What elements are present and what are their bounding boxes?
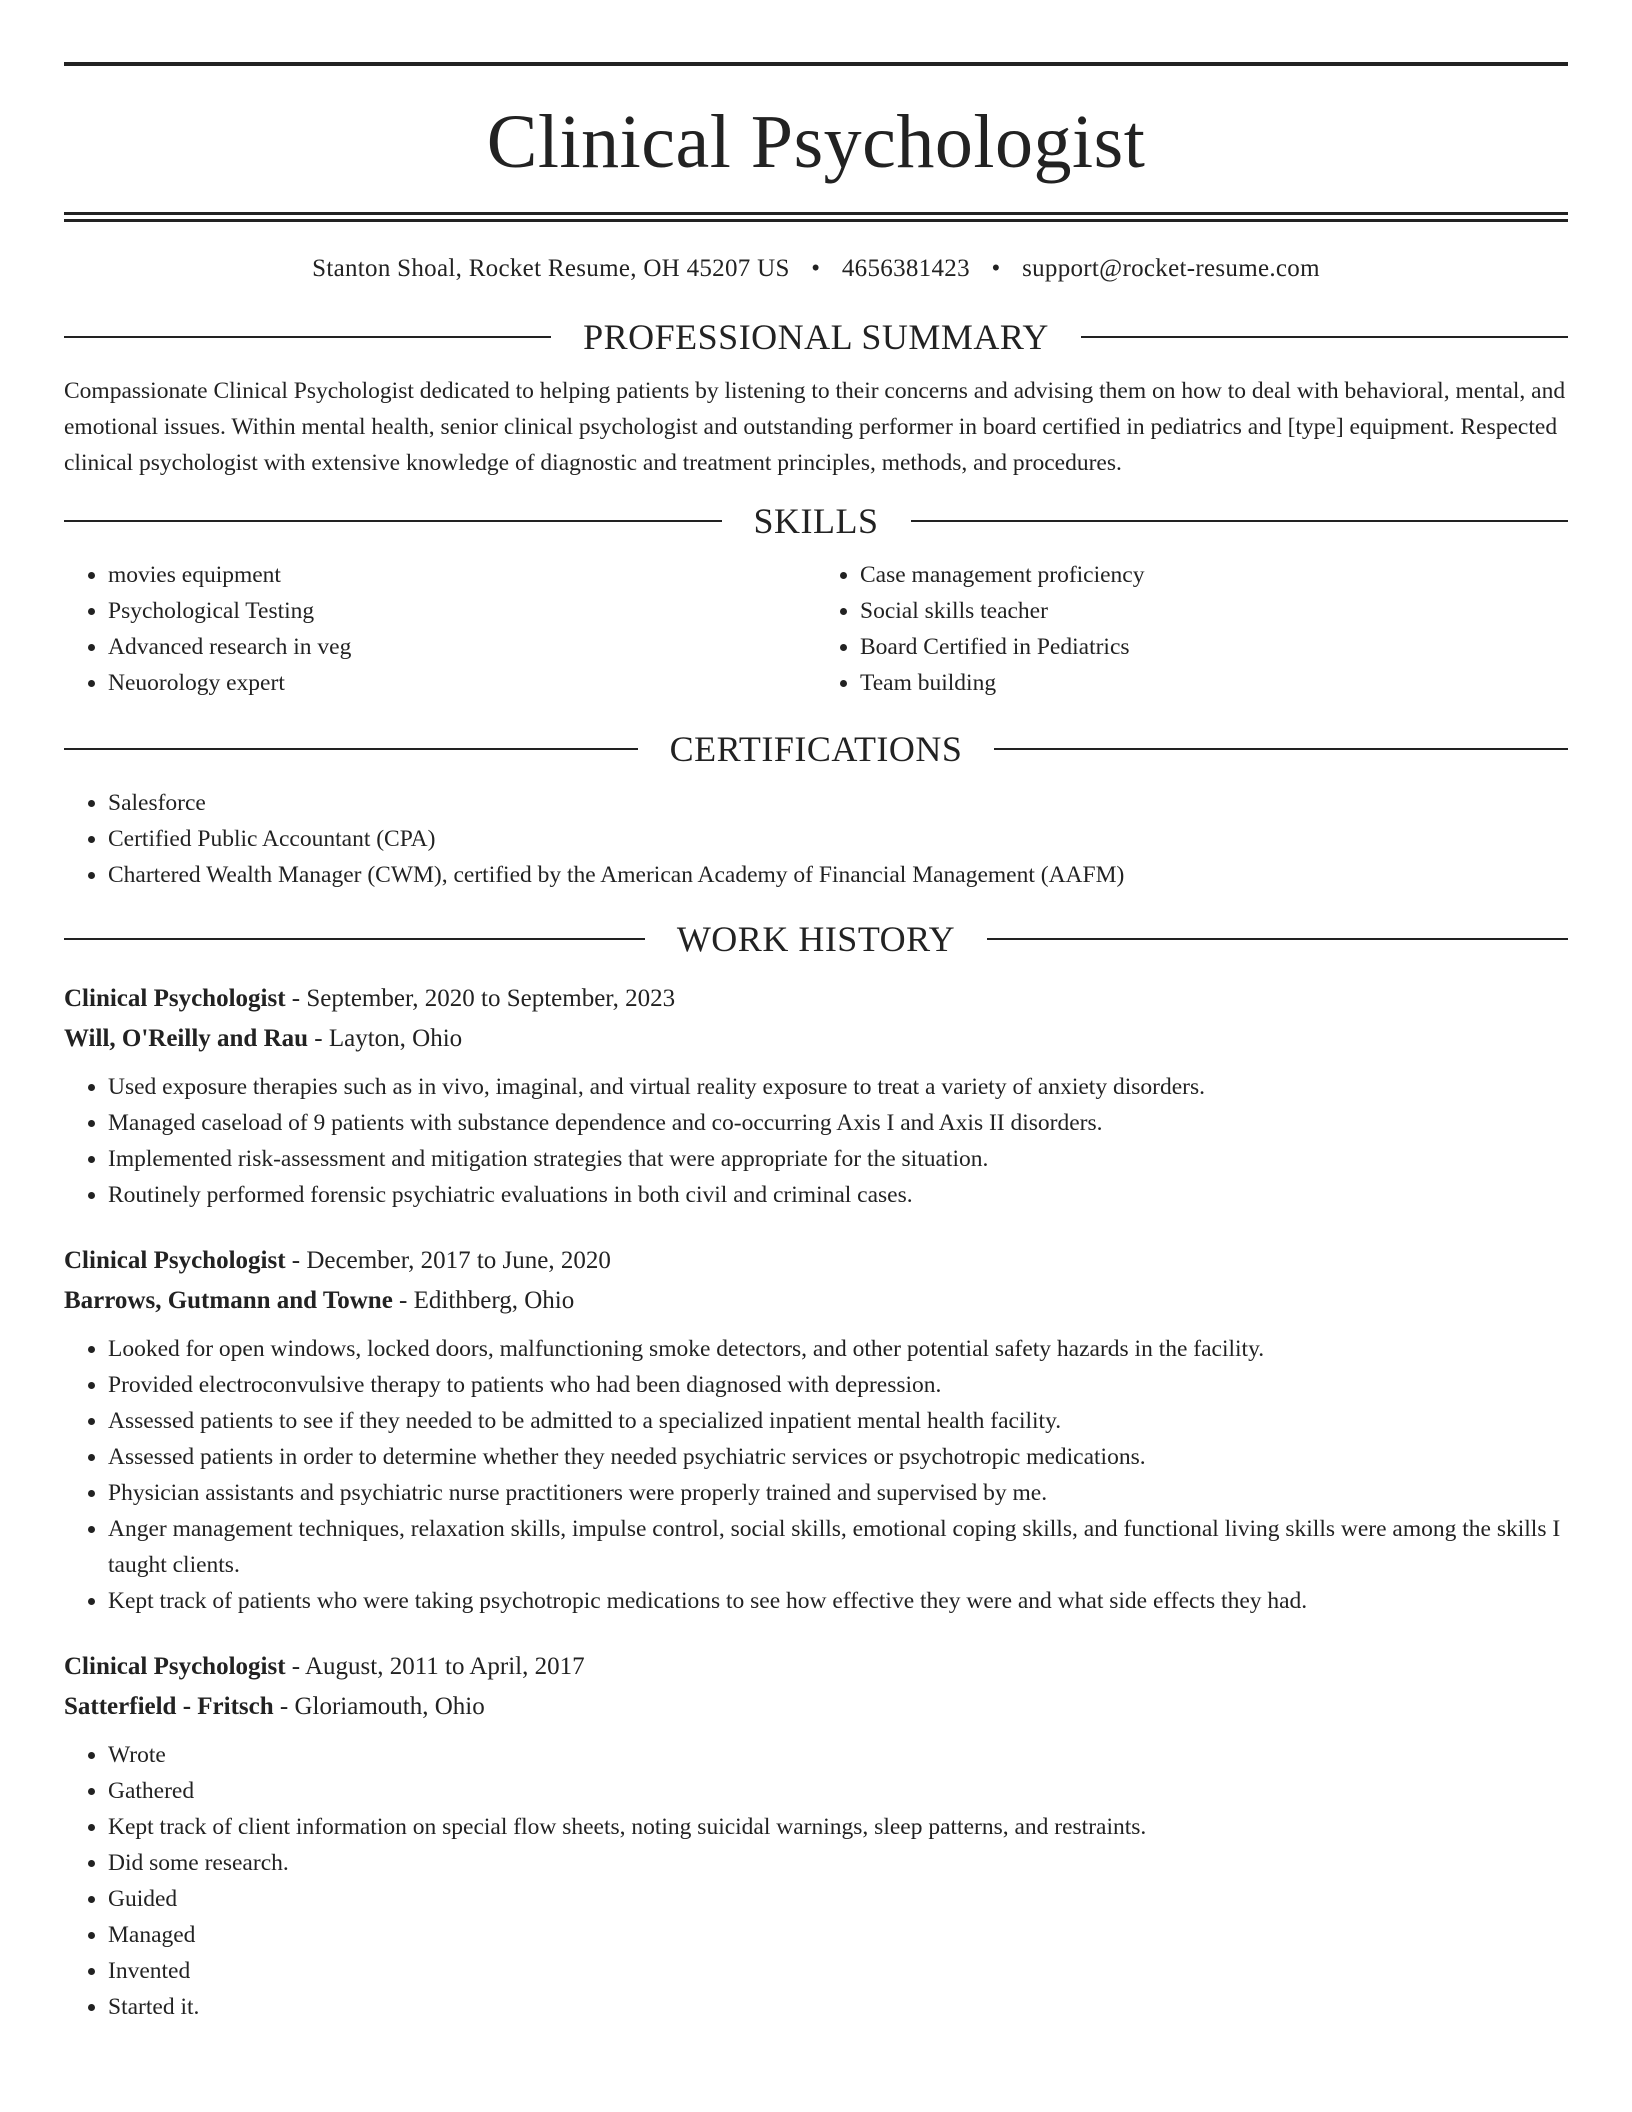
skill-item: • Advanced research in veg	[108, 629, 816, 665]
job-company-line	[64, 1019, 1568, 1059]
job-bullet: • Invented	[108, 1953, 1568, 1989]
job-title-line	[64, 979, 1568, 1019]
skills-heading	[64, 503, 1568, 539]
job-dates: - September, 2020 to September, 2023	[285, 985, 676, 1012]
resume-title: Clinical Psychologist	[486, 100, 1146, 184]
job-bullet: • Guided	[108, 1881, 1568, 1917]
title-double-rule	[64, 212, 1568, 222]
certifications-heading	[64, 731, 1568, 767]
skills-column-right	[816, 557, 1568, 701]
section-title: PROFESSIONAL SUMMARY	[583, 317, 1049, 357]
contact-email: support@rocket-resume.com	[1022, 255, 1320, 282]
job-title: Clinical Psychologist	[64, 985, 286, 1012]
job-bullet: • Used exposure therapies such as in vivo, imaginal, and virtual reality exposure to treat a variety of anxiety disorders.	[108, 1069, 1568, 1105]
contact-separator: •	[811, 255, 821, 282]
certification-item: • Salesforce	[108, 785, 1568, 821]
contact-separator: •	[991, 255, 1001, 282]
job-bullets	[64, 1069, 1568, 1213]
job-bullet: • Routinely performed forensic psychiatric evaluations in both civil and criminal cases.	[108, 1177, 1568, 1213]
summary-text: Compassionate Clinical Psychologist dedicated to helping patients by listening to their concerns and advising them on how to deal with behavioral, mental, and emotional issues. Within mental health, senior clinical psychologist and outstanding performer in board certified in pediatrics and [type] equipment. Respected clinical psychologist with extensive knowledge of diagnostic and treatment principles, methods, and procedures.	[64, 378, 1566, 476]
job-entry	[64, 1647, 1568, 2025]
top-rule	[64, 62, 1568, 66]
divider-line	[64, 938, 645, 940]
job-bullet: • Managed	[108, 1917, 1568, 1953]
job-company: Satterfield - Fritsch	[64, 1693, 274, 1720]
job-bullets	[64, 1331, 1568, 1619]
skill-item: • Social skills teacher	[860, 593, 1568, 629]
job-entry	[64, 979, 1568, 1213]
job-company: Barrows, Gutmann and Towne	[64, 1287, 393, 1314]
contact-address: Stanton Shoal, Rocket Resume, OH 45207 US	[312, 255, 790, 282]
job-bullet: • Managed caseload of 9 patients with substance dependence and co-occurring Axis I and Axis II disorders.	[108, 1105, 1568, 1141]
divider-line	[987, 938, 1568, 940]
job-bullet: • Kept track of patients who were taking psychotropic medications to see how effective they were and what side effects they had.	[108, 1583, 1568, 1619]
job-dates: - August, 2011 to April, 2017	[285, 1653, 585, 1680]
job-bullet: • Assessed patients in order to determine whether they needed psychiatric services or psychotropic medications.	[108, 1439, 1568, 1475]
job-location: - Gloriamouth, Ohio	[273, 1693, 485, 1720]
job-entry	[64, 1241, 1568, 1619]
job-title-line	[64, 1647, 1568, 1687]
job-bullet: • Assessed patients to see if they needed to be admitted to a specialized inpatient mental health facility.	[108, 1403, 1568, 1439]
divider-line	[64, 748, 638, 750]
job-bullet: • Anger management techniques, relaxation skills, impulse control, social skills, emotional coping skills, and functional living skills were among the skills I taught clients.	[108, 1511, 1568, 1583]
divider-line	[64, 520, 722, 522]
job-bullet: • Gathered	[108, 1773, 1568, 1809]
job-bullet: • Started it.	[108, 1989, 1568, 2025]
work-history-list	[64, 979, 1568, 2025]
job-location: - Layton, Ohio	[308, 1025, 463, 1052]
certifications-list	[64, 785, 1568, 893]
contact-line	[64, 256, 1568, 281]
job-company-line	[64, 1687, 1568, 1727]
skill-item: • Team building	[860, 665, 1568, 701]
job-bullet: • Provided electroconvulsive therapy to patients who had been diagnosed with depression.	[108, 1367, 1568, 1403]
section-title: WORK HISTORY	[676, 919, 956, 959]
divider-line	[911, 520, 1569, 522]
job-title: Clinical Psychologist	[64, 1247, 286, 1274]
divider-line	[994, 748, 1568, 750]
job-bullet: • Implemented risk-assessment and mitigation strategies that were appropriate for the situation.	[108, 1141, 1568, 1177]
job-bullet: • Wrote	[108, 1737, 1568, 1773]
skill-item: • movies equipment	[108, 557, 816, 593]
section-title: CERTIFICATIONS	[669, 729, 963, 769]
job-company: Will, O'Reilly and Rau	[64, 1025, 309, 1052]
skill-item: • Neuorology expert	[108, 665, 816, 701]
job-bullet: • Physician assistants and psychiatric nurse practitioners were properly trained and supervised by me.	[108, 1475, 1568, 1511]
skill-item: • Psychological Testing	[108, 593, 816, 629]
skill-item: • Board Certified in Pediatrics	[860, 629, 1568, 665]
job-bullet: • Did some research.	[108, 1845, 1568, 1881]
summary-heading	[64, 319, 1568, 355]
skills-column-left	[64, 557, 816, 701]
job-bullets	[64, 1737, 1568, 2025]
job-company-line	[64, 1281, 1568, 1321]
skills-list	[64, 557, 1568, 701]
job-title-line	[64, 1241, 1568, 1281]
section-title: SKILLS	[753, 501, 879, 541]
divider-line	[64, 336, 551, 338]
job-title: Clinical Psychologist	[64, 1653, 286, 1680]
certification-item: • Certified Public Accountant (CPA)	[108, 821, 1568, 857]
job-dates: - December, 2017 to June, 2020	[285, 1247, 611, 1274]
certification-item: • Chartered Wealth Manager (CWM), certified by the American Academy of Financial Management (AAFM)	[108, 857, 1568, 893]
divider-line	[1081, 336, 1568, 338]
job-location: - Edithberg, Ohio	[392, 1287, 575, 1314]
contact-phone: 4656381423	[841, 255, 970, 282]
job-bullet: • Looked for open windows, locked doors, malfunctioning smoke detectors, and other potential safety hazards in the facility.	[108, 1331, 1568, 1367]
job-bullet: • Kept track of client information on special flow sheets, noting suicidal warnings, sleep patterns, and restraints.	[108, 1809, 1568, 1845]
work-history-heading	[64, 921, 1568, 957]
skill-item: • Case management proficiency	[860, 557, 1568, 593]
